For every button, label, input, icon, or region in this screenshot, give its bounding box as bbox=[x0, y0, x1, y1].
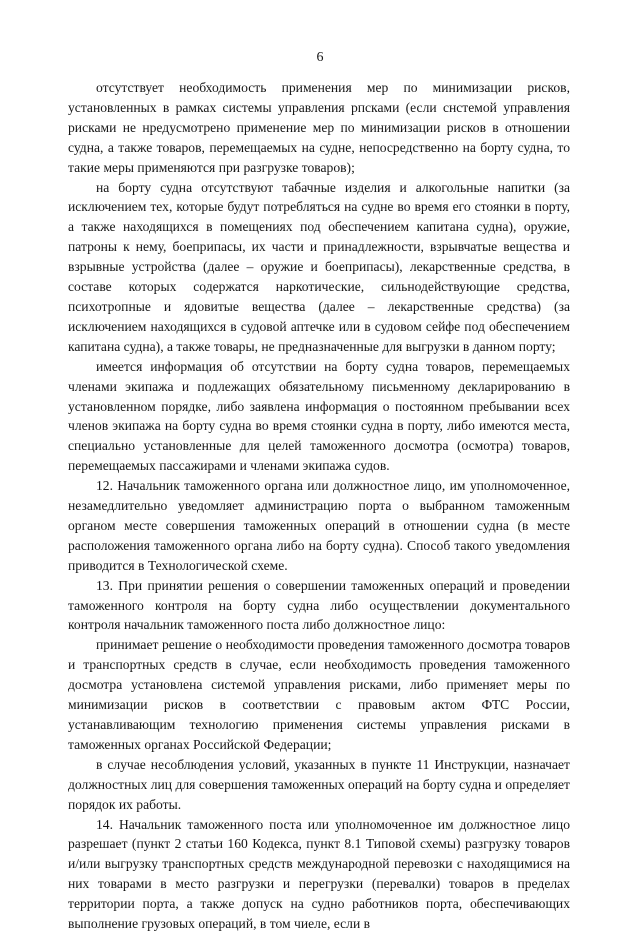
paragraph-13: 13. При принятии решения о совершении таможенных операций и проведении таможенного контроля на борту судна либо осуществлении документального контроля начальник таможенного поста либо должностное лицо: bbox=[68, 577, 570, 633]
paragraph-13-assign-officials: в случае несоблюдения условий, указанных в пункте 11 Инструкции, назначает должностных лиц для совершения таможенных операций на борту судна и определяет порядок их работы. bbox=[68, 756, 570, 812]
page-number: 6 bbox=[316, 50, 324, 65]
paragraph-prohibited-goods: на борту судна отсутствуют табачные изделия и алкогольные напитки (за исключением тех, которые будут потребляться на судне во время его стоянки в порту, а также находящихся в помещениях под обеспечением капитана судна), оружие, патроны к нему, боеприпасы, их части и принадлежности, взрывчатые вещества и взрывные устройства (далее – оружие и боеприпасы), лекарственные средства, в составе которых содержатся наркотические, сильнодействующие средства, психотропные и ядовитые вещества (далее – лекарственные средства) (за исключением находящихся в судовой аптечке или в судовом сейфе под обеспечением капитана судна), а также товары, не предназначенные для выгрузки в данном порту; bbox=[68, 179, 570, 354]
paragraph-13-inspection-decision: принимает решение о необходимости проведения таможенного досмотра товаров и транспортных средств в случае, если необходимость проведения таможенного досмотра установлена системой управления рисками, либо применяет меры по минимизации рисков в соответствии с правовым актом ФТС России, устанавливающим технологию применения системы управления рисками в таможенных органах Российской Федерации; bbox=[68, 637, 570, 752]
document-body bbox=[68, 78, 570, 934]
paragraph-14: 14. Начальник таможенного поста или уполномоченное им должностное лицо разрешает (пункт 2 статьи 160 Кодекса, пункт 8.1 Типовой схемы) разгрузку товаров и/или выгрузку транспортных средств международной перевозки с находящимися на них товарами в место разгрузки и перегрузки (перевалки) товаров в пределах территории порта, а также допуск на судно работников порта, обеспечивающих выполнение грузовых операций, в том чиеле, если в bbox=[68, 816, 570, 932]
paragraph-crew-goods-info: имеется информация об отсутствии на борту судна товаров, перемещаемых членами экипажа и подлежащих обязательному письменному декларированию в установленном порядке, либо заявлена информация о постоянном пребывании всех членов экипажа на борту судна во время стоянки судна в порту, либо имеются места, специально установленные для целей таможенного досмотра (осмотра) товаров, перемещаемых пассажирами и членами экипажа судов. bbox=[68, 358, 570, 474]
paragraph-risk-measures: отсутствует необходимость применения мер по минимизации рисков, установленных в рамках системы управления рпсками (если снстемой управления рисками не нредусмотрено применение мер по минимизации рисков в отношении судна, а также товаров, перемещаемых на судне, непосредственно на борту судна, то такие меры применяются при разгрузке товаров); bbox=[68, 80, 570, 175]
paragraph-12: 12. Начальник таможенного органа или должностное лицо, им уполномоченное, незамедлительно уведомляет администрацию порта о выбранном таможенным органом месте совершения таможенных операций в отношении судна (в месте расположения таможенного органа либо на борту судна). Способ такого уведомления приводится в Технологической схеме. bbox=[68, 478, 570, 573]
